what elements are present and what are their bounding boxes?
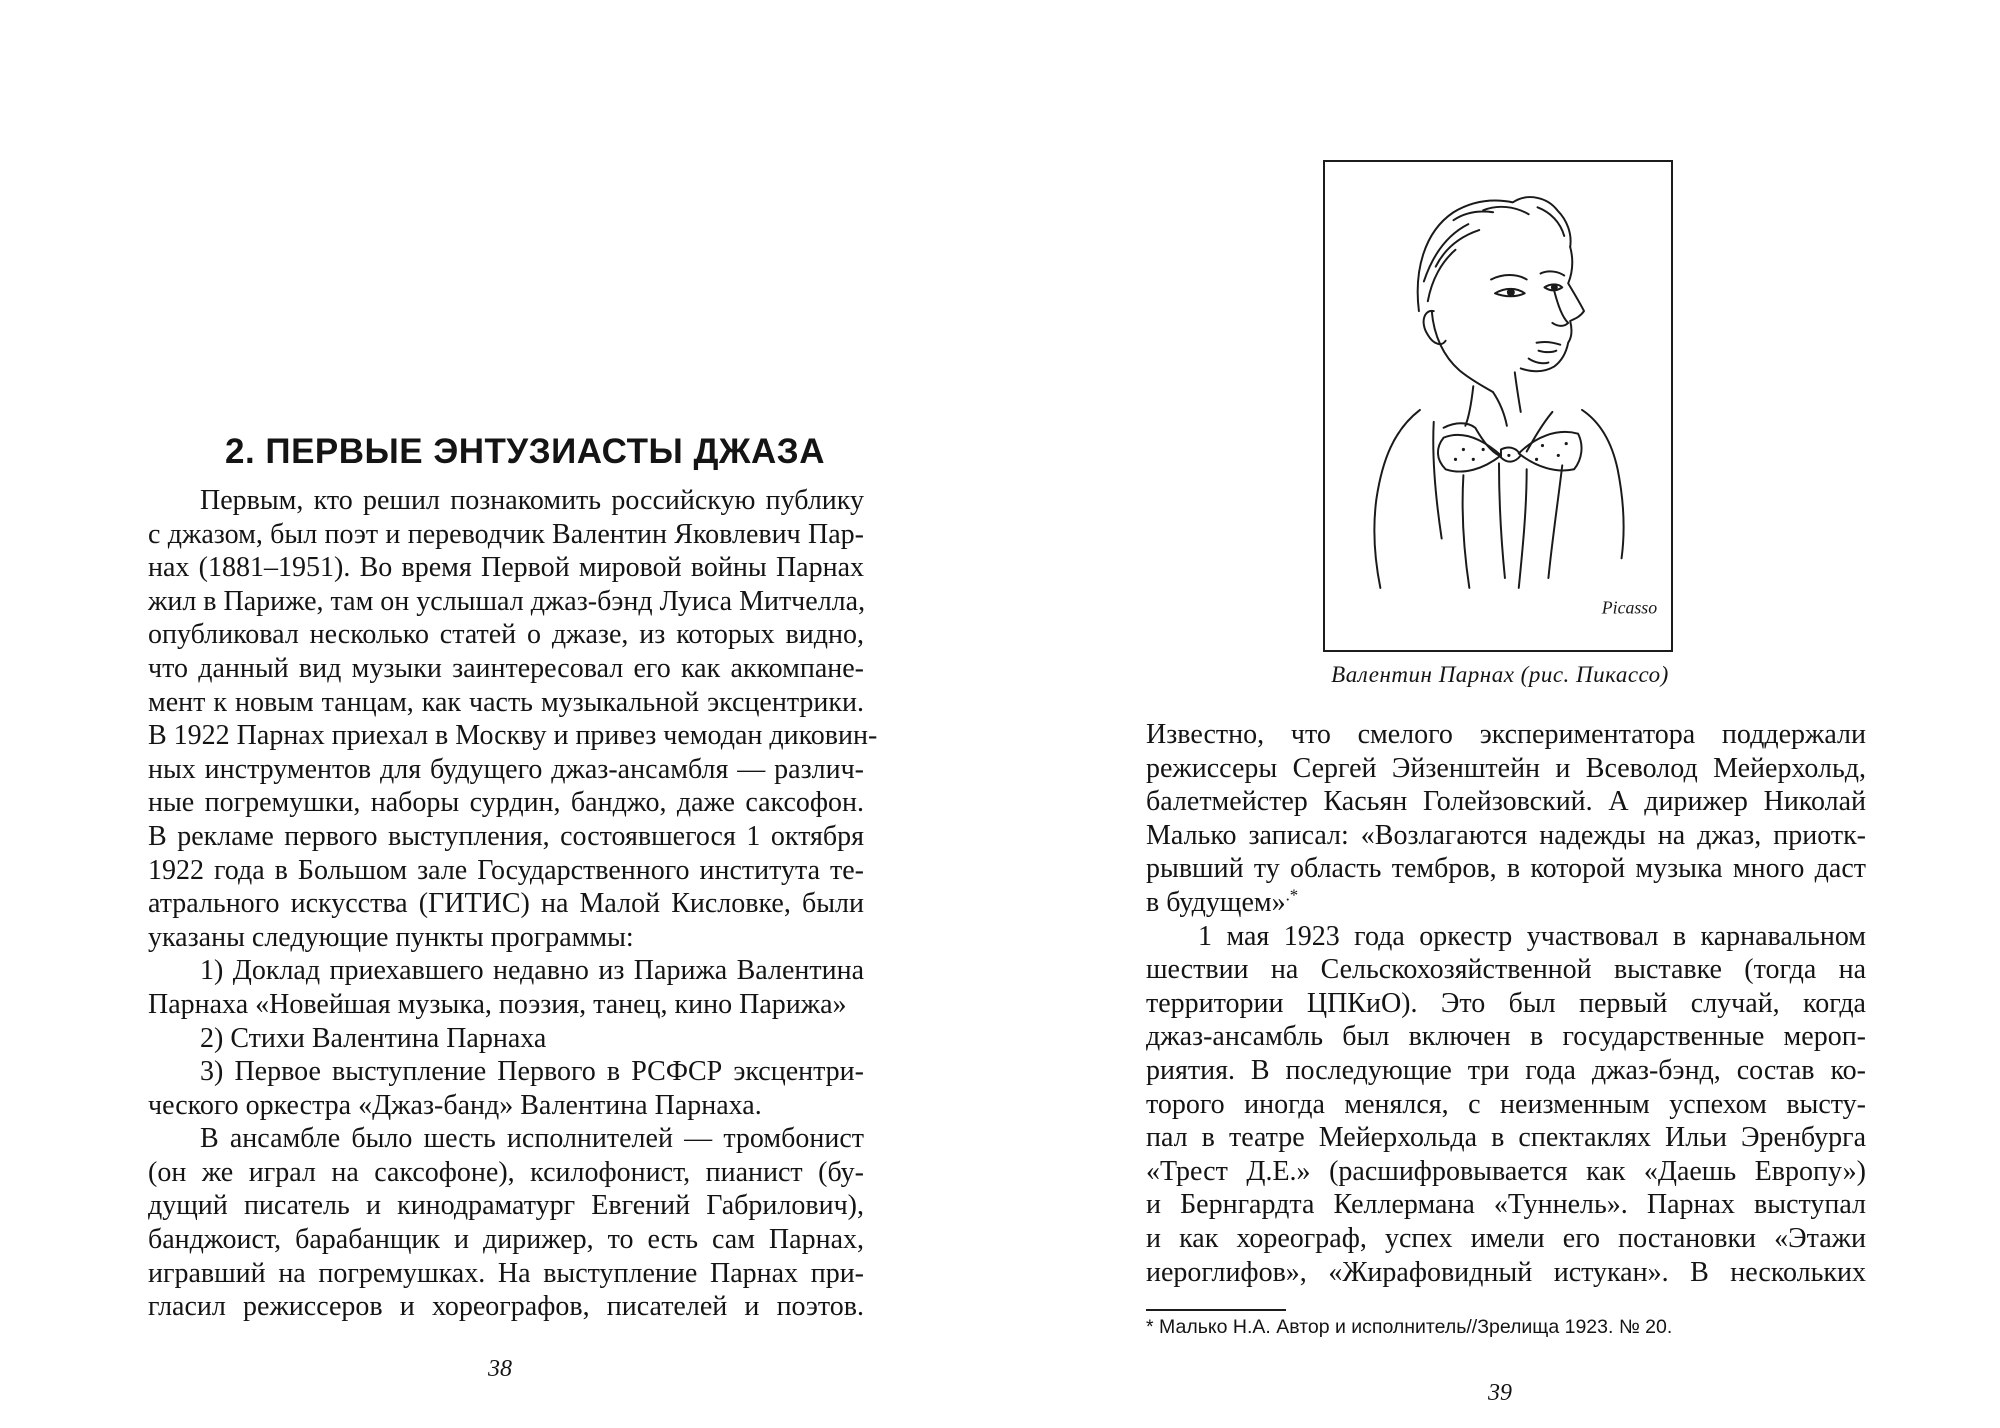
portrait-sketch <box>1325 162 1671 650</box>
text-line: (он же играл на саксофоне), ксилофонист, пианист (бу- <box>148 1156 864 1188</box>
text-line: и Бернгардта Келлермана «Туннель». Парнах выступал <box>1146 1189 1866 1221</box>
text-line: рывший ту область тембров, в которой музыка много даст <box>1146 853 1866 885</box>
text-line: ные погремушки, наборы сурдин, банджо, даже саксофон. <box>148 787 864 819</box>
program-item: 3) Первое выступление Первого в РСФСР эксцентри- <box>200 1056 864 1088</box>
text-line: В ансамбле было шесть исполнителей — тромбонист <box>200 1123 864 1155</box>
text-line: атрального искусства (ГИТИС) на Малой Кисловке, были <box>148 888 864 920</box>
text-line: указаны следующие пункты программы: <box>148 921 634 953</box>
text-line: ных инструментов для будущего джаз-ансамбля — различ- <box>148 753 864 785</box>
text-line: в будущем».* <box>1146 885 1299 918</box>
text-line: В рекламе первого выступления, состоявшегося 1 октября <box>148 820 864 852</box>
text-line: игравший на погремушках. На выступление Парнах при- <box>148 1257 864 1289</box>
text-line: Парнаха «Новейшая музыка, поэзия, танец, кино Парижа» <box>148 988 847 1020</box>
text-line: ческого оркестра «Джаз-банд» Валентина Парнаха. <box>148 1089 762 1121</box>
footnote-marker: .* <box>1285 885 1299 905</box>
text-line: Первым, кто решил познакомить российскую публику <box>200 485 864 516</box>
text-line: и как хореограф, успех имели его постановки «Этажи <box>1146 1222 1866 1254</box>
footnote-divider <box>1146 1309 1286 1311</box>
text-line: Известно, что смелого экспериментатора поддержали <box>1146 719 1866 750</box>
text-line: что данный вид музыки заинтересовал его как аккомпане- <box>148 652 864 684</box>
program-item: 1) Доклад приехавшего недавно из Парижа Валентина <box>200 955 864 987</box>
text-line: нах (1881–1951). Во время Первой мировой войны Парнах <box>148 552 864 584</box>
text-line: торого иногда менялся, с неизменным успехом высту- <box>1146 1088 1866 1120</box>
text-line: опубликовал несколько статей о джазе, из которых видно, <box>148 619 864 651</box>
portrait-caption: Валентин Парнах (рис. Пикассо) <box>1331 662 1669 687</box>
text-line: жил в Париже, там он услышал джаз-бэнд Луиса Митчелла, <box>148 585 866 617</box>
text-line: Малько записал: «Возлагаются надежды на джаз, приотк- <box>1146 819 1866 851</box>
page-number: 39 <box>1488 1380 1512 1406</box>
text-line: иероглифов», «Жирафовидный истукан». В нескольких <box>1146 1256 1866 1288</box>
text-line: «Трест Д.Е.» (расшифровывается как «Даешь Европу») <box>1146 1155 1866 1187</box>
signature: Picasso <box>1601 597 1658 618</box>
text-line: пал в театре Мейерхольда в спектаклях Ильи Эренбурга <box>1146 1122 1866 1154</box>
left-body-text <box>148 484 878 1324</box>
text-line: 1922 года в Большом зале Государственного института те- <box>148 854 864 886</box>
text-line: В 1922 Парнах приехал в Москву и привез чемодан диковин- <box>148 720 878 752</box>
right-page <box>1000 0 2000 1428</box>
text-line: 1 мая 1923 года оркестр участвовал в карнавальном <box>1198 920 1866 952</box>
right-body-text <box>1146 718 1866 1289</box>
text-line: риятия. В последующие три года джаз-бэнд, состав ко- <box>1146 1054 1866 1086</box>
page-number: 38 <box>488 1356 512 1382</box>
text-line: территории ЦПКиО). Это был первый случай, когда <box>1146 987 1866 1019</box>
text-line: гласил режиссеров и хореографов, писателей и поэтов. <box>148 1291 864 1323</box>
program-item: 2) Стихи Валентина Парнаха <box>200 1022 547 1054</box>
text-line: мент к новым танцам, как часть музыкальной эксцентрики. <box>148 686 864 718</box>
text-line: с джазом, был поэт и переводчик Валентин Яковлевич Пар- <box>148 518 864 550</box>
text-line: шествии на Сельскохозяйственной выставке (тогда на <box>1146 954 1866 986</box>
text-line: дущий писатель и кинодраматург Евгений Габрилович), <box>148 1190 864 1222</box>
portrait-illustration <box>1323 160 1673 652</box>
text-line: банджоист, барабанщик и дирижер, то есть сам Парнах, <box>148 1224 864 1256</box>
text-line: режиссеры Сергей Эйзенштейн и Всеволод Мейерхольд, <box>1146 752 1866 784</box>
chapter-title: 2. ПЕРВЫЕ ЭНТУЗИАСТЫ ДЖАЗА <box>225 432 826 471</box>
footnote: * Малько Н.А. Автор и исполнитель//Зрелища 1923. № 20. <box>1146 1316 1673 1338</box>
text-line: балетмейстер Касьян Голейзовский. А дирижер Николай <box>1146 786 1866 818</box>
text-line: джаз-ансамбль был включен в государственные мероп- <box>1146 1021 1866 1053</box>
